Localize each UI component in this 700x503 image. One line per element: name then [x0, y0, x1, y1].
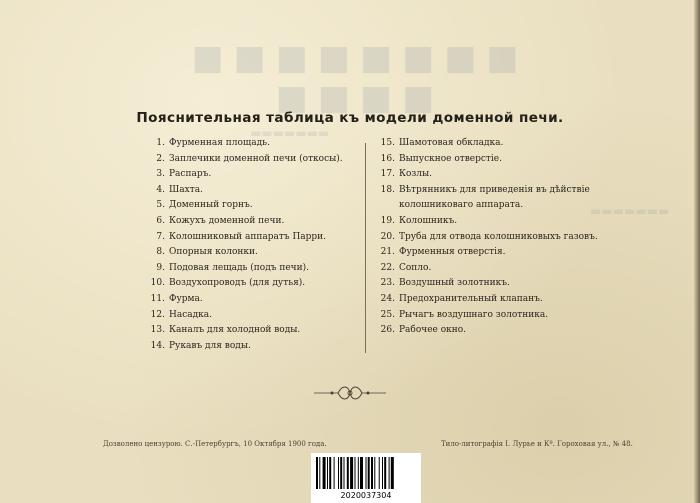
barcode-bar: [334, 457, 335, 489]
legend-item-number: 6.: [156, 215, 165, 226]
legend-item: [375, 183, 615, 199]
bleed-through-line: ▬▬▬▬▬▬▬: [590, 204, 670, 218]
legend-item: [375, 167, 615, 183]
legend-item-number: 14.: [150, 340, 165, 351]
legend-item-number: 11.: [150, 293, 165, 304]
legend-item-text: Рукавъ для воды.: [169, 340, 251, 351]
legend-item: [375, 214, 615, 230]
barcode-bar: [389, 457, 390, 489]
legend-item: [375, 261, 615, 277]
legend-item-number: 7.: [156, 231, 165, 242]
legend-item-number: 26.: [380, 325, 395, 336]
legend-item: [375, 276, 615, 292]
legend-item-text: Подовая лещадь (подъ печи).: [169, 262, 309, 273]
legend-item-text: Рабочее окно.: [399, 325, 467, 336]
legend-item-number: 10.: [150, 278, 165, 289]
column-divider: [365, 143, 366, 353]
legend-item-number: 23.: [380, 278, 395, 289]
legend-item-text: Распаръ.: [169, 169, 212, 180]
barcode-bar: [360, 457, 363, 489]
legend-item-number: 24.: [380, 293, 395, 304]
legend-item-text: Предохранительный клапанъ.: [399, 293, 543, 304]
barcode-bar: [379, 457, 380, 489]
legend-item: [145, 276, 350, 292]
legend-item-text: Труба для отвода колошниковыхъ газовъ.: [399, 231, 598, 242]
legend-item-text: Шахта.: [169, 184, 203, 195]
legend-item-text: Воздухопроводъ (для дутья).: [169, 278, 306, 289]
legend-item: [145, 183, 350, 199]
legend-item-number: 8.: [156, 247, 165, 258]
legend-item: [145, 136, 350, 152]
legend-item: [145, 152, 350, 168]
legend-item: [145, 339, 350, 355]
barcode-bar: [371, 457, 373, 489]
legend-item: [375, 230, 615, 246]
legend-item-number: 16.: [380, 153, 395, 164]
barcode-bar: [374, 457, 375, 489]
legend-item-number: 13.: [150, 325, 165, 336]
legend-item-text: Каналъ для холодной воды.: [169, 325, 301, 336]
barcode-number: 2020037304: [340, 491, 392, 500]
legend-item-text: Шамотовая обкладка.: [399, 138, 504, 148]
legend-item: [145, 261, 350, 277]
legend-item-number: 3.: [156, 169, 165, 180]
legend-item-text: Кожухъ доменной печи.: [169, 215, 285, 226]
barcode-bar: [350, 457, 353, 489]
barcode-bar: [344, 457, 345, 489]
legend-item-number: 21.: [380, 247, 395, 258]
barcode-bar: [358, 457, 359, 489]
legend-item: [145, 292, 350, 308]
barcode-bar: [329, 457, 331, 489]
legend-list-left: [145, 136, 350, 354]
barcode-icon: [316, 457, 416, 489]
legend-item-number: 12.: [150, 309, 165, 320]
legend-item-number: 9.: [156, 262, 165, 273]
legend-item-text: Рычагъ воздушнаго золотника.: [399, 309, 549, 320]
legend-item-number: 20.: [380, 231, 395, 242]
page-edge-shadow: [694, 0, 700, 503]
legend-item: [145, 230, 350, 246]
legend-item-number: 22.: [380, 262, 395, 273]
legend-item-text: Опорныя колонки.: [169, 247, 258, 258]
legend-item: [145, 323, 350, 339]
barcode-bar: [366, 457, 367, 489]
legend-item-number: 5.: [156, 200, 165, 211]
legend-item: [145, 245, 350, 261]
legend-item: [145, 198, 350, 214]
legend-item-text: Фурменная площадь.: [169, 138, 270, 148]
legend-item: [375, 136, 615, 152]
barcode-bar: [340, 457, 342, 489]
legend-item: [375, 198, 615, 214]
legend-item-number: 2.: [156, 153, 165, 164]
legend-item-text: Насадка.: [169, 309, 213, 320]
legend-list-right: [375, 136, 615, 339]
legend-item-number: 4.: [156, 184, 165, 195]
legend-item-text: Заплечики доменной печи (откосы).: [169, 153, 343, 164]
legend-item-text: Доменный горнъ.: [169, 200, 253, 211]
legend-item: [145, 167, 350, 183]
censorship-note: Дозволено цензурою. С.-Петербургъ, 10 Октября 1900 года.: [103, 440, 327, 448]
page-title: Пояснительная таблица къ модели доменной печи.: [136, 110, 564, 126]
barcode-bar: [368, 457, 370, 489]
legend-item-text: колошниковаго аппарата.: [399, 200, 524, 211]
legend-item-number: 25.: [380, 309, 395, 320]
barcode-bar: [382, 457, 383, 489]
legend-item: [375, 152, 615, 168]
bleed-through-heading: ■■■■■■■■ ■■■■: [181, 38, 519, 118]
barcode-bar: [323, 457, 326, 489]
barcode-bar: [355, 457, 356, 489]
legend-item-text: Фурменныя отверстія.: [399, 247, 506, 258]
ornament-flourish-icon: [312, 382, 388, 404]
barcode-label: [311, 453, 421, 503]
barcode-bar: [347, 457, 349, 489]
legend-item-number: 18.: [380, 184, 395, 195]
legend-item-text: Козлы.: [399, 169, 433, 180]
bleed-through-line: ▬▬▬▬▬▬▬: [250, 126, 330, 140]
legend-item: [145, 308, 350, 324]
barcode-bar: [327, 457, 328, 489]
legend-item-text: Сопло.: [399, 262, 432, 273]
printer-imprint: Тило-литографія І. Лурье и Кº. Гороховая ул., № 48.: [441, 440, 633, 448]
legend-item-text: Воздушный золотникъ.: [399, 278, 510, 289]
legend-item-number: 15.: [380, 138, 395, 148]
legend-item-number: 1.: [156, 138, 165, 148]
barcode-bar: [338, 457, 339, 489]
legend-item: [375, 323, 615, 339]
legend-item-number: 19.: [380, 215, 395, 226]
legend-item-number: 17.: [380, 169, 395, 180]
legend-item-text: Колошниковый аппаратъ Парри.: [169, 231, 327, 242]
legend-item-text: Фурма.: [169, 293, 203, 304]
legend-item-text: Выпускное отверстіе.: [399, 153, 502, 164]
barcode-bar: [316, 457, 318, 489]
legend-item-text: Колошникъ.: [399, 215, 458, 226]
legend-item: [375, 308, 615, 324]
barcode-bar: [384, 457, 386, 489]
legend-item: [375, 245, 615, 261]
barcode-bar: [319, 457, 320, 489]
barcode-bar: [391, 457, 394, 489]
legend-item-text: Вѣтрянникъ для приведенія въ дѣйствіе: [399, 184, 590, 195]
legend-item: [145, 214, 350, 230]
legend-item-number: [375, 198, 399, 214]
legend-item: [375, 292, 615, 308]
